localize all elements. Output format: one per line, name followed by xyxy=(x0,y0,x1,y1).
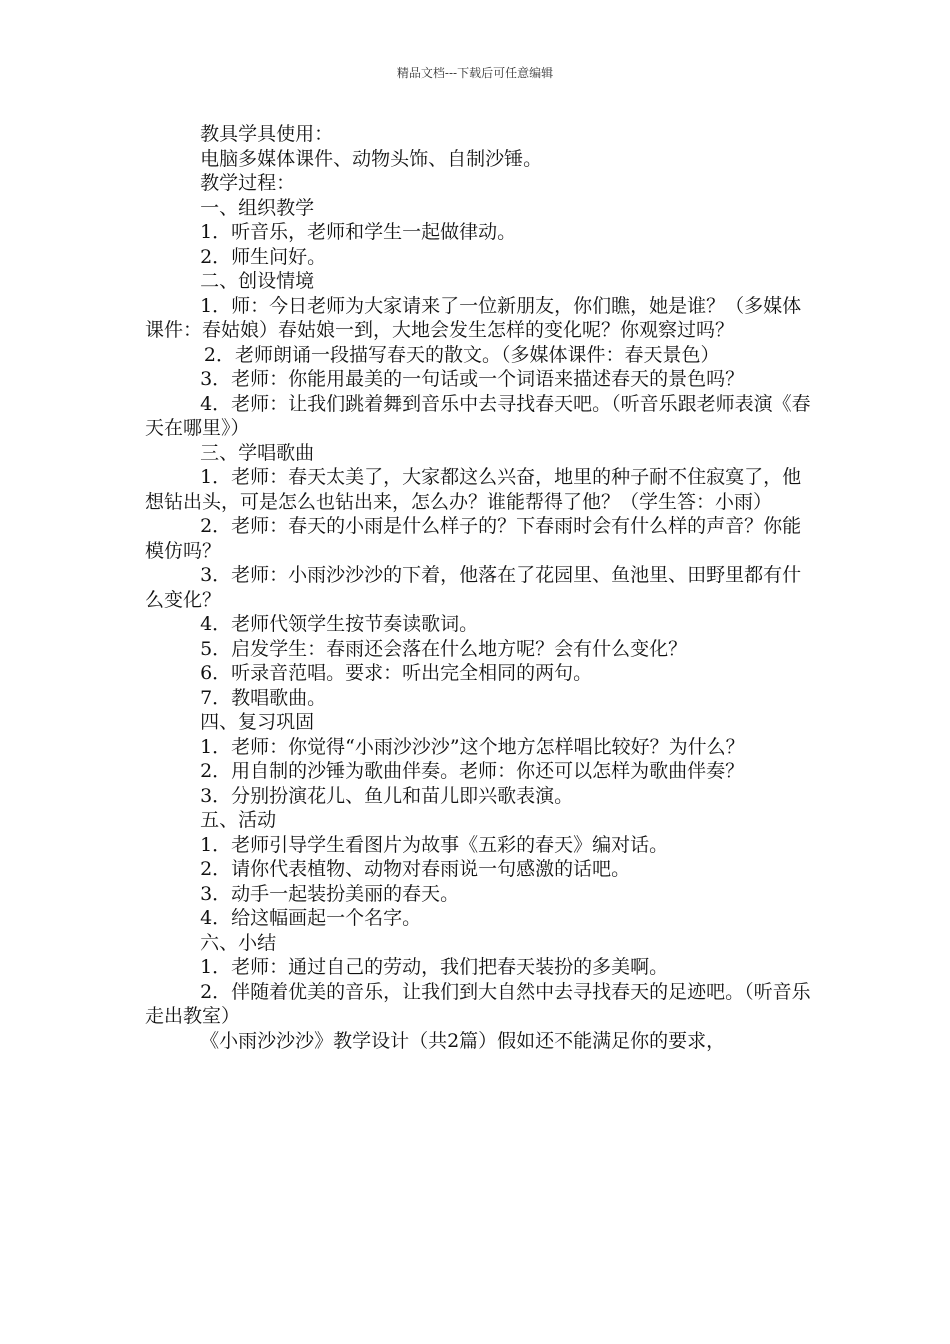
paragraph: 教学过程： xyxy=(200,172,296,194)
section-heading: 一、组织教学 xyxy=(200,196,315,219)
paragraph: 1．老师引导学生看图片为故事《五彩的春天》编对话。 xyxy=(200,833,669,856)
paragraph: 1．听音乐，老师和学生一起做律动。 xyxy=(200,221,517,243)
paragraph: 5．启发学生：春雨还会落在什么地方呢？会有什么变化？ xyxy=(200,637,688,660)
paragraph: 2．用自制的沙锤为歌曲伴奏。老师：你还可以怎样为歌曲伴奏？ xyxy=(200,760,745,782)
paragraph: 1．师：今日老师为大家请来了一位新朋友，你们瞧，她是谁？（多媒体课件：春姑娘）春姑娘一到，大地会发生怎样的变化呢？你观察过吗？ xyxy=(145,294,802,341)
paragraph: 1．老师：春天太美了，大家都这么兴奋，地里的种子耐不住寂寞了，他想钻出头，可是怎么也钻出来，怎么办？谁能帮得了他？（学生答：小雨） xyxy=(145,466,802,513)
paragraph: 2．伴随着优美的音乐，让我们到大自然中去寻找春天的足迹吧。（听音乐走出教室） xyxy=(145,980,811,1027)
paragraph: 4．给这幅画起一个名字。 xyxy=(200,907,422,929)
paragraph: 4．老师代领学生按节奏读歌词。 xyxy=(200,613,479,635)
paragraph: 6．听录音范唱。要求：听出完全相同的两句。 xyxy=(200,662,593,684)
section-heading: 四、复习巩固 xyxy=(200,711,315,733)
paragraph: 2．师生问好。 xyxy=(200,245,327,268)
document-body xyxy=(145,122,815,1053)
paragraph: 3．老师：小雨沙沙沙的下着，他落在了花园里、鱼池里、田野里都有什么变化？ xyxy=(145,564,802,611)
paragraph: 2．老师朗诵一段描写春天的散文。（多媒体课件：春天景色） xyxy=(203,343,720,366)
paragraph: 4．老师：让我们跳着舞到音乐中去寻找春天吧。（听音乐跟老师表演《春天在哪里》） xyxy=(145,392,811,439)
paragraph: 教具学具使用： xyxy=(200,123,334,145)
section-heading: 三、学唱歌曲 xyxy=(200,441,315,464)
paragraph: 1．老师：你觉得“小雨沙沙沙”这个地方怎样唱比较好？为什么？ xyxy=(200,735,745,758)
section-heading: 五、活动 xyxy=(200,809,277,831)
paragraph: 3．老师：你能用最美的一句话或一个词语来描述春天的景色吗？ xyxy=(200,368,745,390)
paragraph: 电脑多媒体课件、动物头饰、自制沙锤。 xyxy=(200,147,543,170)
paragraph: 7．教唱歌曲。 xyxy=(200,686,327,709)
section-heading: 六、小结 xyxy=(200,931,277,954)
paragraph: 3．分别扮演花儿、鱼儿和苗儿即兴歌表演。 xyxy=(200,784,574,807)
paragraph: 《小雨沙沙沙》教学设计（共2篇）假如还不能满足你的要求， xyxy=(200,1029,726,1052)
page-header: 精品文档---下载后可任意编辑 xyxy=(396,66,554,80)
paragraph: 2．请你代表植物、动物对春雨说一句感激的话吧。 xyxy=(200,858,631,880)
paragraph: 2．老师：春天的小雨是什么样子的？下春雨时会有什么样的声音？你能模仿吗？ xyxy=(145,515,802,562)
paragraph: 3．动手一起装扮美丽的春天。 xyxy=(200,882,460,905)
section-heading: 二、创设情境 xyxy=(200,270,315,292)
paragraph: 1．老师：通过自己的劳动，我们把春天装扮的多美啊。 xyxy=(200,956,669,978)
